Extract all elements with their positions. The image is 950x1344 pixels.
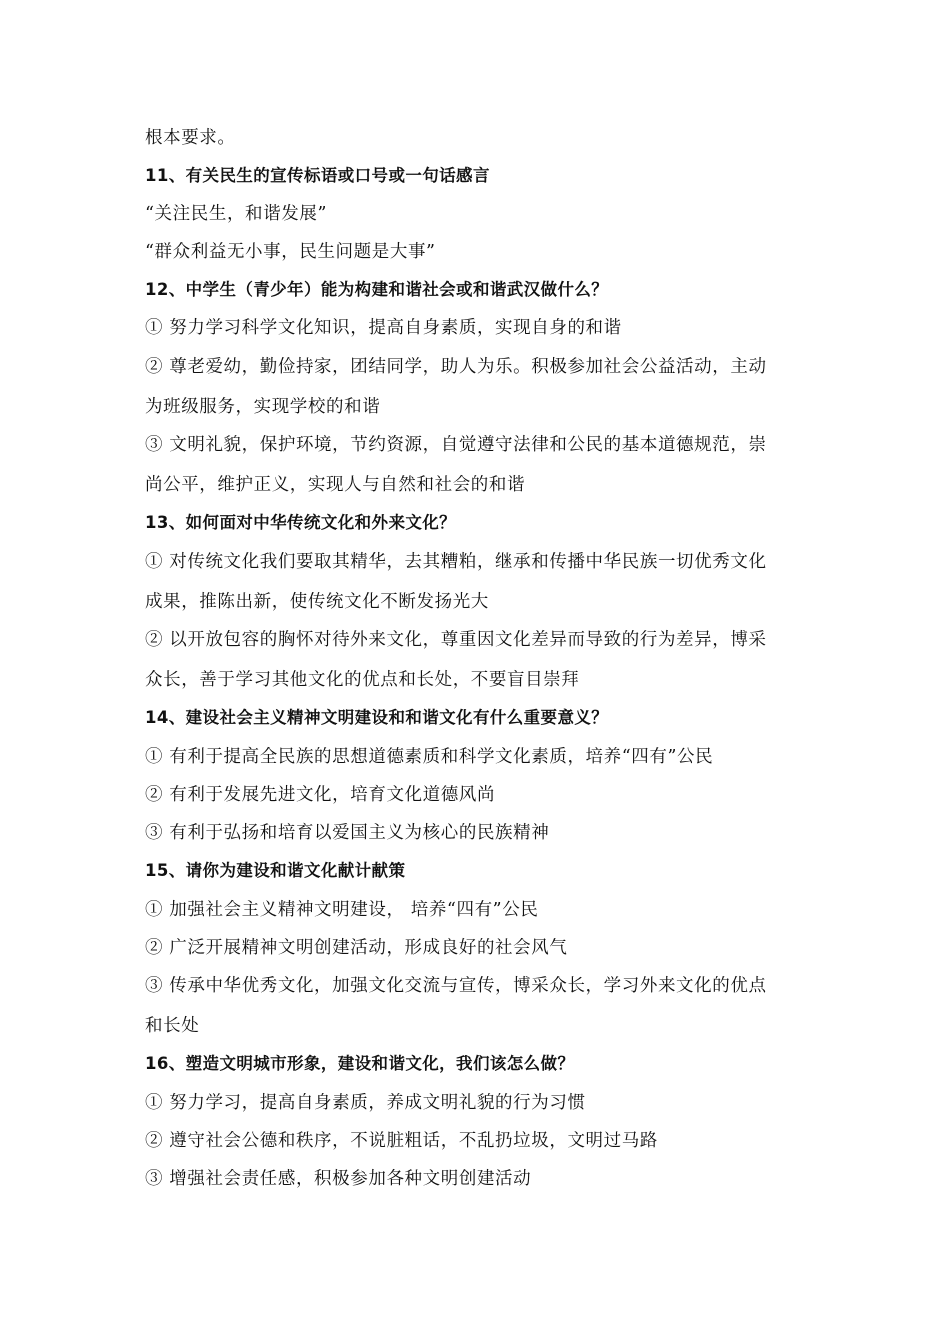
list-item-continuation: 尚公平，维护正义，实现人与自然和社会的和谐	[145, 475, 526, 495]
list-item: ① 对传统文化我们要取其精华，去其糟粕，继承和传播中华民族一切优秀文化	[145, 552, 767, 572]
list-item: ① 加强社会主义精神文明建设， 培养“四有”公民	[145, 900, 539, 920]
section-heading-11: 11、有关民生的宣传标语或口号或一句话感言	[145, 166, 490, 185]
list-item: ③ 文明礼貌，保护环境，节约资源，自觉遵守法律和公民的基本道德规范，崇	[145, 435, 767, 455]
list-item: ① 努力学习科学文化知识，提高自身素质，实现自身的和谐	[145, 318, 622, 338]
list-item: ① 努力学习，提高自身素质，养成文明礼貌的行为习惯	[145, 1093, 586, 1113]
list-item: ② 广泛开展精神文明创建活动，形成良好的社会风气	[145, 938, 568, 958]
list-item: ② 尊老爱幼，勤俭持家，团结同学，助人为乐。积极参加社会公益活动，主动	[145, 357, 767, 377]
list-item: ③ 传承中华优秀文化，加强文化交流与宣传，博采众长，学习外来文化的优点	[145, 976, 767, 996]
section-heading-16: 16、塑造文明城市形象，建设和谐文化，我们该怎么做？	[145, 1054, 575, 1073]
list-item: ② 以开放包容的胸怀对待外来文化，尊重因文化差异而导致的行为差异，博采	[145, 630, 767, 650]
list-item: ③ 有利于弘扬和培育以爱国主义为核心的民族精神	[145, 823, 550, 843]
list-item: ① 有利于提高全民族的思想道德素质和科学文化素质，培养“四有”公民	[145, 747, 714, 767]
section-heading-12: 12、中学生（青少年）能为构建和谐社会或和谐武汉做什么？	[145, 280, 609, 299]
list-item-continuation: 为班级服务，实现学校的和谐	[145, 397, 381, 417]
list-item-continuation: 和长处	[145, 1016, 200, 1036]
body-line: “关注民生，和谐发展”	[145, 204, 327, 224]
list-item-continuation: 成果，推陈出新，使传统文化不断发扬光大	[145, 592, 489, 612]
body-line: “群众利益无小事，民生问题是大事”	[145, 242, 436, 262]
body-line: 根本要求。	[145, 128, 236, 148]
section-heading-13: 13、如何面对中华传统文化和外来文化？	[145, 513, 457, 532]
section-heading-14: 14、建设社会主义精神文明建设和和谐文化有什么重要意义？	[145, 708, 609, 727]
list-item: ③ 增强社会责任感，积极参加各种文明创建活动	[145, 1169, 532, 1189]
list-item-continuation: 众长，善于学习其他文化的优点和长处，不要盲目崇拜	[145, 670, 580, 690]
list-item: ② 遵守社会公德和秩序，不说脏粗话，不乱扔垃圾，文明过马路	[145, 1131, 658, 1151]
list-item: ② 有利于发展先进文化，培育文化道德风尚	[145, 785, 496, 805]
section-heading-15: 15、请你为建设和谐文化献计献策	[145, 861, 406, 880]
